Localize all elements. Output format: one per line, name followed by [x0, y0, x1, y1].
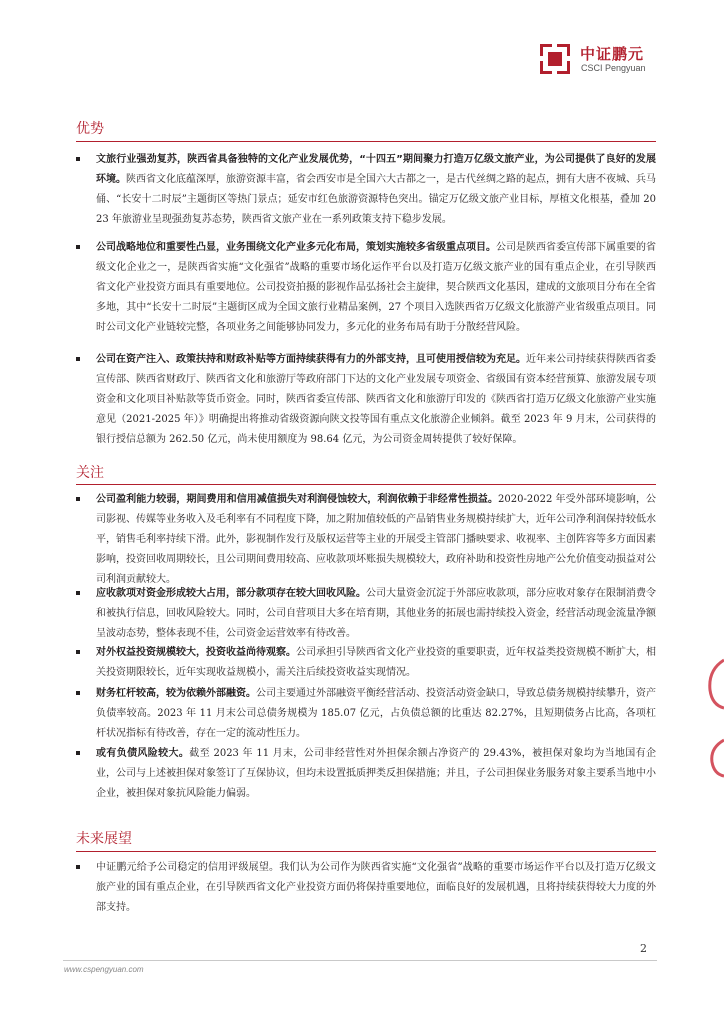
concern-text-2 — [96, 584, 656, 644]
section-outlook — [76, 830, 656, 848]
section-title-outlook: 未来展望 — [76, 831, 132, 847]
concern-text-1 — [96, 490, 656, 590]
section-title-advantages: 优势 — [76, 121, 104, 137]
section-advantages — [76, 120, 656, 138]
concern-bold-4: 财务杠杆较高，较为依赖外部融资。 — [96, 688, 256, 699]
concern-bold-2: 应收款项对资金形成较大占用，部分款项存在较大回收风险。 — [96, 588, 366, 599]
concern-text-4 — [96, 684, 656, 744]
stamp-fragment-icon — [700, 650, 724, 780]
advantage-text-1 — [96, 150, 656, 230]
concern-bold-3: 对外权益投资规模较大，投资收益尚待观察。 — [96, 647, 296, 658]
bullet-icon — [76, 497, 80, 501]
bullet-icon — [76, 691, 80, 695]
logo-mark-icon — [540, 44, 570, 74]
bullet-icon — [76, 157, 80, 161]
section-divider — [76, 484, 656, 485]
section-divider — [76, 141, 656, 142]
bullet-icon — [76, 650, 80, 654]
concern-body-2: 公司大量资金沉淀于外部应收款项，部分应收对象存在限制消费令和被执行信息，回收风险较大。同时，公司自营项目大多在培育期，其他业务的拓展也需持续投入资金，经营活动现金流量净额呈波动态势，整体表现不佳，公司资金运营效率有待改善。 — [96, 588, 656, 639]
advantage-body-1: 陕西省文化底蕴深厚，旅游资源丰富，省会西安市是全国六大古都之一，是古代丝绸之路的起点，拥有大唐不夜城、兵马俑、“长安十二时辰”主题街区等热门景点；延安市红色旅游资源特色突出。锚定万亿级文旅产业目标，厚植文化根基，叠加 2023 年旅游业呈现强劲复苏态势，陕西省文旅产业在一系列政策支持下稳步发展。 — [96, 174, 656, 225]
advantage-body-3: 近年来公司持续获得陕西省委宣传部、陕西省财政厅、陕西省文化和旅游厅等政府部门下达的文化产业发展专项资金、省级国有资本经营预算、旅游发展专项资金和文化项目补贴款等货币资金。同时，陕西省委宣传部、陕西省文化和旅游厅印发的《陕西省打造万亿级文化旅游产业实施意见（2021-2025 年）》明确提出将推动省级资源向陕文投等国有重点文化旅游企业倾斜。截至 2023 年 9 月末，公司获得的银行授信总额为 262.50 亿元，尚未使用额度为 98.64 亿元，为公司资金周转提供了较好保障。 — [96, 354, 656, 445]
advantage-bold-3: 公司在资产注入、政策扶持和财政补贴等方面持续获得有力的外部支持，且可使用授信较为充足。 — [96, 354, 526, 365]
bullet-icon — [76, 751, 80, 755]
footer-divider — [63, 960, 657, 961]
bullet-icon — [76, 357, 80, 361]
concern-body-1: 2020-2022 年受外部环境影响，公司影视、传媒等业务收入及毛利率有不同程度下降，加之附加值较低的产品销售业务规模持续扩大，近年公司净利润保持较低水平，销售毛利率持续下滑。此外，影视制作发行及版权运营等主业的开展受主管部门播映要求、收视率、主创阵容等多方面因素影响，投资回收周期较长，且公司期间费用较高、应收款项坏账损失规模较大，政府补助和投资性房地产公允价值变动损益对公司利润贡献较大。 — [96, 494, 656, 585]
section-title-concerns: 关注 — [76, 465, 104, 481]
advantage-body-2: 公司是陕西省委宣传部下属重要的省级文化企业之一，是陕西省实施“文化强省”战略的重要市场化运作平台以及打造万亿级文旅产业的国有重点企业，在引导陕西省文化产业投资方面具有重要地位。公司投资拍摄的影视作品弘扬社会主旋律，契合陕西文化基因，建成的文旅项目分布在全省多地，其中“长安十二时辰”主题街区成为全国文旅行业精品案例，27 个项目入选陕西省万亿级文化旅游产业省级重点项目。同时公司文化产业链较完整，各项业务之间能够协同发力，多元化的业务布局有助于分散经营风险。 — [96, 242, 656, 333]
concern-bold-5: 或有负债风险较大。 — [96, 748, 190, 759]
concern-text-5 — [96, 744, 656, 804]
concern-text-3 — [96, 643, 656, 683]
outlook-body-1: 中证鹏元给予公司稳定的信用评级展望。我们认为公司作为陕西省实施“文化强省”战略的重要市场运作平台以及打造万亿级文旅产业的国有重点企业，在引导陕西省文化产业投资方面仍将保持重要地位，面临良好的发展机遇，且将持续获得较大力度的外部支持。 — [96, 862, 656, 913]
advantage-bold-2: 公司战略地位和重要性凸显，业务围绕文化产业多元化布局，策划实施较多省级重点项目。 — [96, 242, 496, 253]
advantage-bold-1: 文旅行业强劲复苏，陕西省具备独特的文化产业发展优势，“十四五”期间聚力打造万亿级文旅产业，为公司提供了良好的发展环境。 — [96, 154, 656, 185]
logo-text-en: CSCI Pengyuan — [581, 63, 646, 73]
concern-bold-1: 公司盈利能力较弱，期间费用和信用减值损失对利润侵蚀较大，利润依赖于非经常性损益。 — [96, 494, 499, 505]
footer-url-link[interactable]: www.cspengyuan.com — [64, 965, 144, 974]
section-divider — [76, 851, 656, 852]
bullet-icon — [76, 865, 80, 869]
logo-text-cn: 中证鹏元 — [580, 45, 645, 63]
outlook-text-1 — [96, 858, 656, 918]
advantage-text-2 — [96, 238, 656, 338]
company-logo — [540, 44, 680, 76]
concern-body-3: 公司承担引导陕西省文化产业投资的重要职责，近年权益类投资规模不断扩大，相关投资期限较长，近年实现收益规模小，需关注后续投资收益实现情况。 — [96, 647, 656, 678]
bullet-icon — [76, 591, 80, 595]
concern-body-5: 截至 2023 年 11 月末，公司非经营性对外担保余额占净资产的 29.43%，被担保对象均为当地国有企业，公司与上述被担保对象签订了互保协议，但均未设置抵质押类反担保措施；并且，子公司担保业务服务对象主要系当地中小企业，被担保对象抗风险能力偏弱。 — [96, 748, 657, 799]
page-number: 2 — [640, 942, 647, 955]
bullet-icon — [76, 245, 80, 249]
concern-body-4: 公司主要通过外部融资平衡经营活动、投资活动资金缺口，导致总债务规模持续攀升，资产负债率较高。2023 年 11 月末公司总债务规模为 185.07 亿元，占负债总额的比重达 82.27%，且短期债务占比高，各项杠杆状况指标有待改善，存在一定的流动性压力。 — [96, 688, 656, 739]
section-concerns — [76, 464, 656, 482]
advantage-text-3 — [96, 350, 656, 450]
